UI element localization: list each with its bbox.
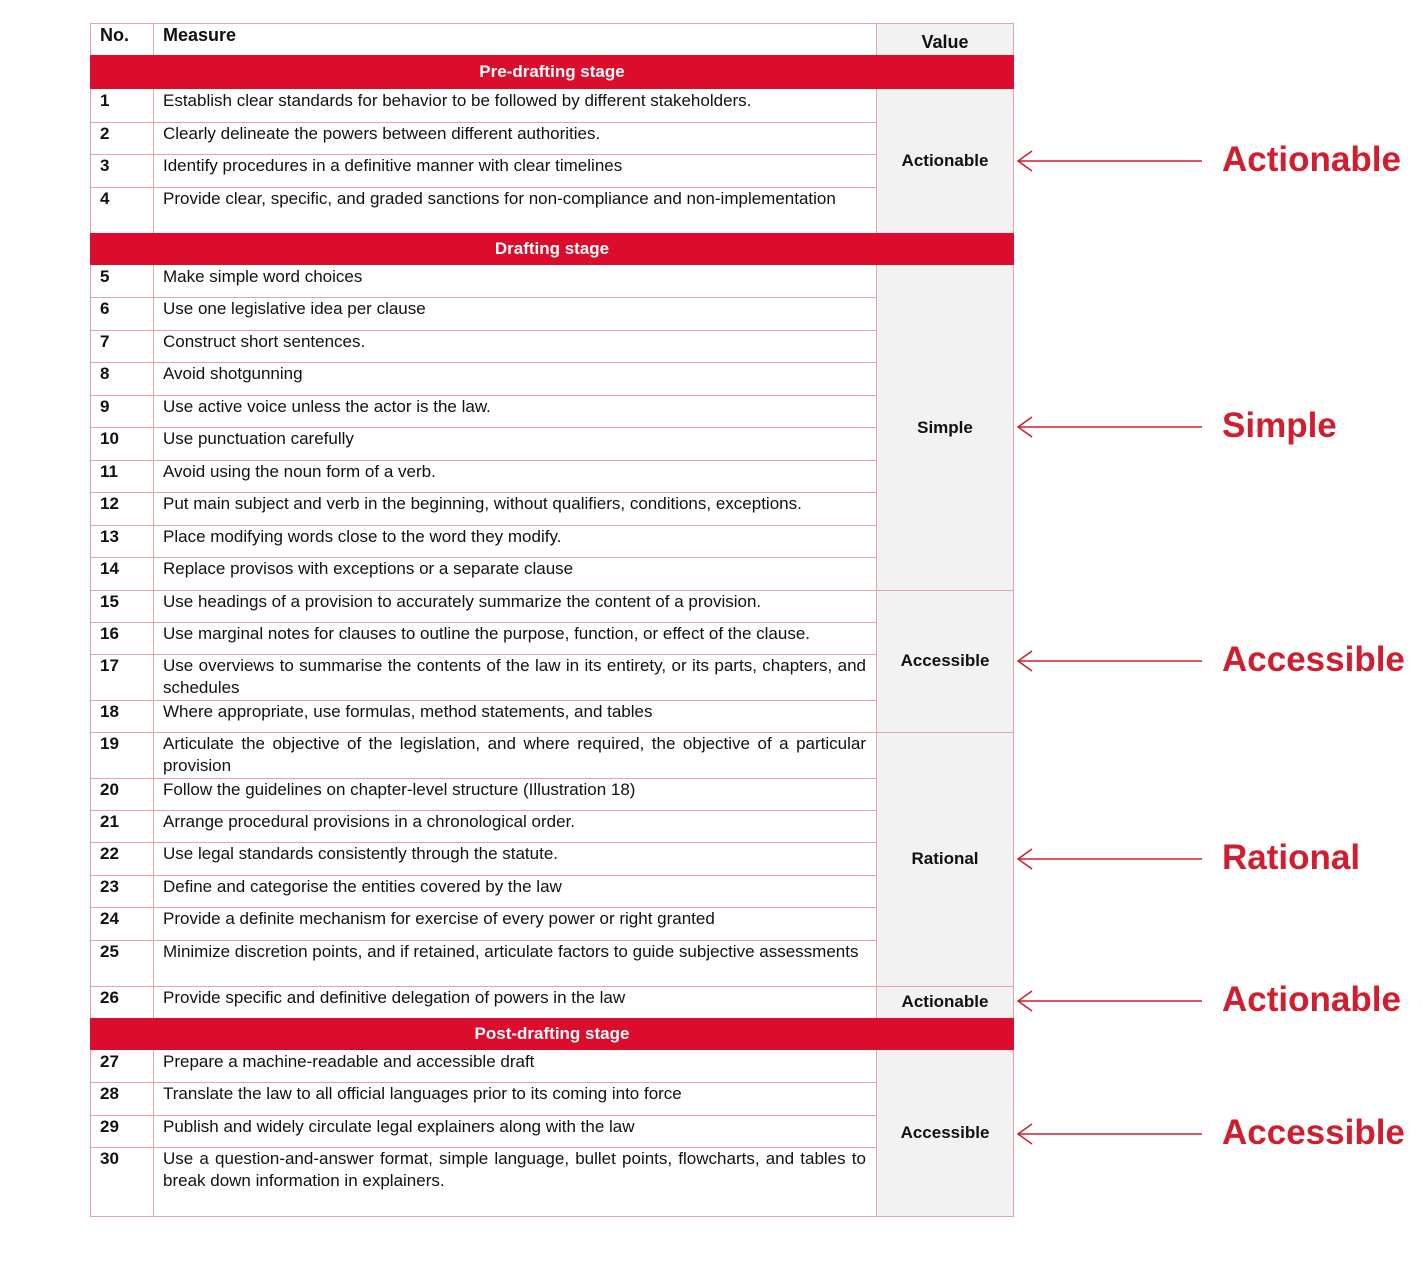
row-measure: Provide clear, specific, and graded sanctions for non-compliance and non-implementation (163, 189, 836, 208)
arrow-left-icon (1014, 149, 1204, 173)
row-measure: Make simple word choices (163, 267, 363, 286)
value-callout-label: Simple (1222, 406, 1337, 445)
value-callout-label: Actionable (1222, 980, 1401, 1019)
row-measure: Use active voice unless the actor is the law. (163, 397, 491, 416)
arrow-left-icon (1014, 649, 1204, 673)
row-number: 20 (100, 780, 119, 799)
measures-table (90, 23, 1014, 1216)
row-measure: Use punctuation carefully (163, 429, 354, 448)
row-measure: Arrange procedural provisions in a chronological order. (163, 812, 576, 831)
row-measure: Place modifying words close to the word they modify. (163, 527, 562, 546)
arrow-left-icon (1014, 847, 1204, 871)
row-number: 5 (100, 267, 110, 286)
stage-band-pre: Pre-drafting stage (90, 55, 1014, 89)
header-value: Value (921, 31, 969, 52)
row-number: 22 (100, 844, 119, 863)
row-number: 21 (100, 812, 119, 831)
row-number: 24 (100, 909, 119, 928)
value-divider (876, 1216, 1014, 1217)
row-measure: Use marginal notes for clauses to outline the purpose, function, or effect of the clause. (163, 624, 811, 643)
arrow-left-icon (1014, 989, 1204, 1013)
row-measure: Articulate the objective of the legislation, and where required, the objective of a particular provision (163, 734, 866, 775)
row-number: 12 (100, 494, 119, 513)
row-measure: Publish and widely circulate legal explainers along with the law (163, 1117, 635, 1136)
row-measure: Put main subject and verb in the beginning, without qualifiers, conditions, exceptions. (163, 494, 802, 513)
row-number: 29 (100, 1117, 119, 1136)
row-measure: Follow the guidelines on chapter-level structure (Illustration 18) (163, 780, 636, 799)
row-number: 8 (100, 364, 110, 383)
value-cell: Accessible (876, 590, 1014, 732)
row-number: 19 (100, 734, 119, 753)
value-cell: Rational (876, 732, 1014, 986)
stage-band-drafting: Drafting stage (90, 233, 1014, 265)
row-number: 3 (100, 156, 110, 175)
row-number: 7 (100, 332, 110, 351)
row-measure: Provide specific and definitive delegation of powers in the law (163, 988, 626, 1007)
row-measure: Use headings of a provision to accurately summarize the content of a provision. (163, 592, 762, 611)
stage-band-post: Post-drafting stage (90, 1018, 1014, 1050)
row-number: 25 (100, 942, 119, 961)
value-callout-label: Accessible (1222, 1113, 1405, 1152)
row-number: 18 (100, 702, 119, 721)
row-measure: Use overviews to summarise the contents of the law in its entirety, or its parts, chapters, and schedules (163, 656, 866, 697)
row-number: 16 (100, 624, 119, 643)
value-callout-label: Actionable (1222, 140, 1401, 179)
arrow-left-icon (1014, 415, 1204, 439)
row-measure: Use one legislative idea per clause (163, 299, 426, 318)
row-divider (90, 1216, 876, 1217)
row-number: 11 (100, 462, 118, 481)
arrow-left-icon (1014, 1122, 1204, 1146)
row-number: 14 (100, 559, 119, 578)
row-number: 30 (100, 1149, 119, 1168)
row-measure: Establish clear standards for behavior to be followed by different stakeholders. (163, 91, 752, 110)
value-divider (876, 986, 1014, 987)
row-number: 10 (100, 429, 119, 448)
row-number: 2 (100, 124, 110, 143)
value-callout-label: Rational (1222, 838, 1361, 877)
row-measure: Translate the law to all official languages prior to its coming into force (163, 1084, 682, 1103)
row-measure: Provide a definite mechanism for exercise of every power or right granted (163, 909, 715, 928)
row-number: 23 (100, 877, 119, 896)
row-number: 9 (100, 397, 110, 416)
row-measure: Avoid shotgunning (163, 364, 303, 383)
row-measure: Construct short sentences. (163, 332, 366, 351)
row-measure: Minimize discretion points, and if retained, articulate factors to guide subjective assessments (163, 942, 859, 961)
header-measure: Measure (163, 25, 237, 45)
row-measure: Use legal standards consistently through the statute. (163, 844, 559, 863)
row-number: 28 (100, 1084, 119, 1103)
table-top-border (90, 23, 1014, 24)
header-no: No. (100, 25, 129, 45)
value-divider (876, 590, 1014, 591)
row-measure: Clearly delineate the powers between different authorities. (163, 124, 601, 143)
value-cell: Actionable (876, 986, 1014, 1018)
value-cell: Accessible (876, 1050, 1014, 1216)
value-divider (876, 732, 1014, 733)
row-number: 13 (100, 527, 119, 546)
value-callout-label: Accessible (1222, 640, 1405, 679)
row-measure: Define and categorise the entities covered by the law (163, 877, 562, 896)
row-number: 17 (100, 656, 119, 675)
row-measure: Prepare a machine-readable and accessible draft (163, 1052, 535, 1071)
row-number: 6 (100, 299, 110, 318)
row-measure: Identify procedures in a definitive manner with clear timelines (163, 156, 623, 175)
row-number: 26 (100, 988, 119, 1007)
row-number: 15 (100, 592, 119, 611)
row-number: 1 (100, 91, 110, 110)
row-measure: Avoid using the noun form of a verb. (163, 462, 436, 481)
row-number: 27 (100, 1052, 119, 1071)
row-number: 4 (100, 189, 110, 208)
value-cell: Simple (876, 265, 1014, 590)
row-measure: Where appropriate, use formulas, method statements, and tables (163, 702, 653, 721)
row-measure: Replace provisos with exceptions or a separate clause (163, 559, 574, 578)
row-measure: Use a question-and-answer format, simple language, bullet points, flowcharts, and tables to break down information in explainers. (163, 1149, 866, 1190)
value-cell: Actionable (876, 89, 1014, 233)
